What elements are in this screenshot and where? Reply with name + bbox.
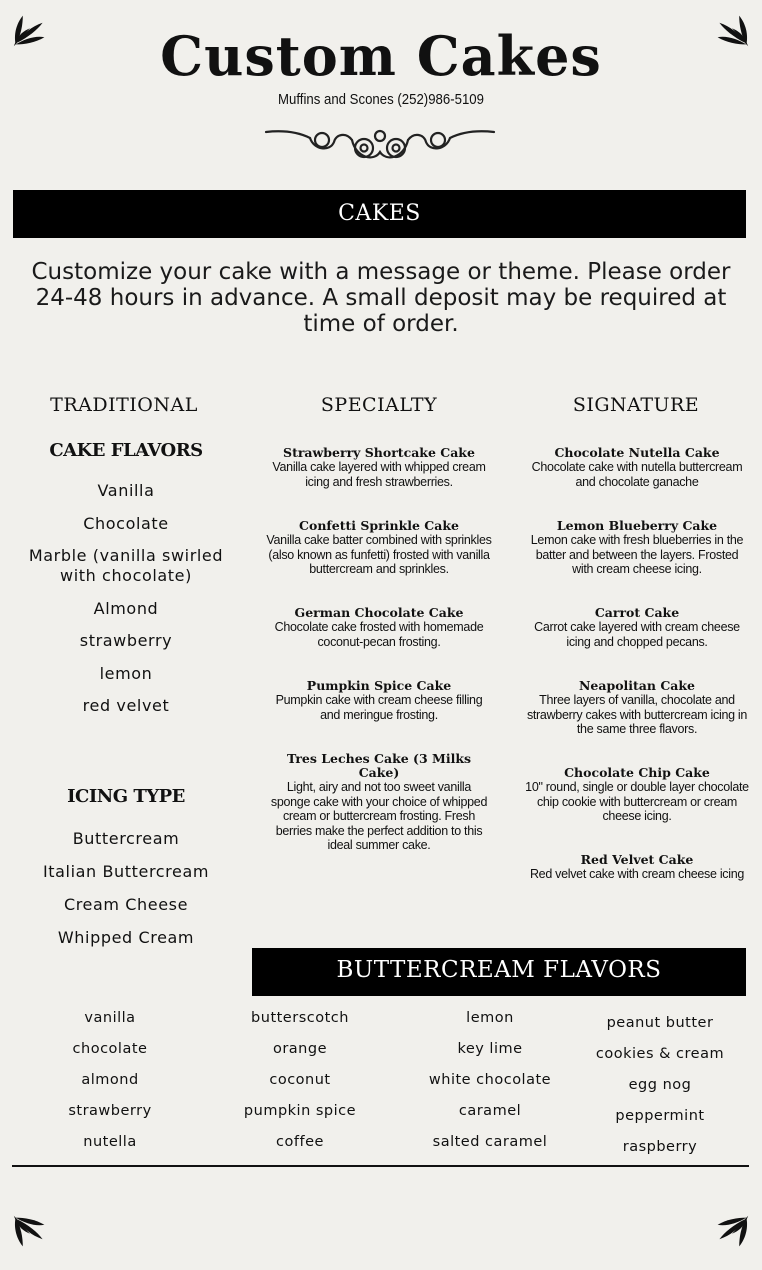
signature-cake-item <box>524 446 750 489</box>
cake-name: Lemon Blueberry Cake <box>556 518 718 533</box>
list-item: caramel <box>458 1103 522 1119</box>
cake-name: Carrot Cake <box>594 605 680 620</box>
cake-description: Chocolate cake with nutella buttercream and chocolate ganache <box>531 460 743 489</box>
list-item: egg nog <box>628 1077 692 1093</box>
buttercream-column-3 <box>410 1009 570 1164</box>
cake-description: Red velvet cake with cream cheese icing <box>529 867 745 881</box>
cake-name: Strawberry Shortcake Cake <box>283 445 475 460</box>
list-item: lemon <box>99 663 153 683</box>
cake-name: Chocolate Nutella Cake <box>554 445 720 460</box>
page-title: Custom Cakes <box>160 24 602 88</box>
specialty-cake-item <box>266 679 492 722</box>
cake-name: Tres Leches Cake (3 Milks Cake) <box>286 751 472 780</box>
signature-cake-item <box>524 853 750 882</box>
cake-description: Pumpkin cake with cream cheese filling and meringue frosting. <box>275 693 483 722</box>
list-item: nutella <box>83 1134 137 1150</box>
cake-description: Three layers of vanilla, chocolate and strawberry cakes with buttercream icing in the same three flavors. <box>526 693 748 736</box>
divider-line <box>12 1165 749 1167</box>
buttercream-flavors-banner: BUTTERCREAM FLAVORS <box>252 948 746 996</box>
corner-ornament-icon <box>714 1214 750 1250</box>
list-item: orange <box>272 1041 328 1057</box>
list-item: peppermint <box>615 1108 705 1124</box>
intro-text: Customize your cake with a message or theme. Please order 24-48 hours in advance. A small deposit may be required at time of order. <box>31 259 731 337</box>
icing-type-heading: ICING TYPE <box>67 786 185 807</box>
list-item: chocolate <box>72 1041 148 1057</box>
list-item: white chocolate <box>428 1072 552 1088</box>
list-item: Almond <box>93 598 159 618</box>
cakes-banner: CAKES <box>13 190 746 238</box>
list-item: Buttercream <box>72 829 180 848</box>
cake-name: Red Velvet Cake <box>580 852 694 867</box>
icing-type-list <box>0 829 252 961</box>
list-item: strawberry <box>68 1103 152 1119</box>
buttercream-column-2 <box>220 1009 380 1164</box>
list-item: Italian Buttercream <box>42 862 210 881</box>
list-item: peanut butter <box>606 1015 714 1031</box>
cake-description: Carrot cake layered with cream cheese icing and chopped pecans. <box>534 620 740 649</box>
cake-name: Confetti Sprinkle Cake <box>299 518 459 533</box>
traditional-heading: TRADITIONAL <box>50 394 198 416</box>
list-item: raspberry <box>622 1139 698 1155</box>
list-item: pumpkin spice <box>243 1103 357 1119</box>
buttercream-column-4 <box>580 1014 740 1169</box>
list-item: Marble (vanilla swirled with chocolate) <box>28 546 224 585</box>
signature-heading: SIGNATURE <box>572 394 700 416</box>
specialty-heading: SPECIALTY <box>320 394 438 416</box>
list-item: Chocolate <box>83 513 169 533</box>
list-item: cookies & cream <box>595 1046 725 1062</box>
page-subtitle: Muffins and Scones (252)986-5109 <box>278 91 484 108</box>
signature-cake-item <box>524 606 750 649</box>
list-item: red velvet <box>82 696 170 715</box>
cake-description: Chocolate cake frosted with homemade coconut-pecan frosting. <box>274 620 484 649</box>
cake-description: Lemon cake with fresh blueberries in the batter and between the layers. Frosted with cream cheese icing. <box>530 533 744 576</box>
buttercream-column-1 <box>30 1009 190 1164</box>
list-item: Vanilla <box>97 481 155 500</box>
cake-name: Chocolate Chip Cake <box>564 765 710 780</box>
specialty-cake-item <box>266 606 492 649</box>
signature-cake-item <box>524 519 750 577</box>
list-item: Cream Cheese <box>63 895 189 914</box>
list-item: salted caramel <box>432 1134 548 1150</box>
cake-description: Vanilla cake layered with whipped cream icing and fresh strawberries. <box>272 460 486 489</box>
cake-name: Neapolitan Cake <box>578 678 696 693</box>
corner-ornament-icon <box>12 1214 48 1250</box>
cake-name: German Chocolate Cake <box>294 605 464 620</box>
list-item: key lime <box>457 1041 523 1057</box>
list-item: coconut <box>269 1072 331 1088</box>
signature-cake-item <box>524 766 750 824</box>
list-item: Whipped Cream <box>57 928 195 947</box>
specialty-cake-item <box>266 446 492 489</box>
scroll-flourish-icon <box>264 122 496 164</box>
specialty-cake-item <box>266 752 492 853</box>
cake-description: Light, airy and not too sweet vanilla sponge cake with your choice of whipped cream or buttercream frosting. Fresh berries make the perfect addition to this ideal summer cake. <box>270 780 488 852</box>
cake-description: Vanilla cake batter combined with sprinkles (also known as funfetti) frosted with vanilla buttercream and sprinkles. <box>266 533 492 576</box>
specialty-cake-item <box>266 519 492 577</box>
list-item: butterscotch <box>251 1010 349 1026</box>
list-item: coffee <box>276 1134 324 1150</box>
cake-name: Pumpkin Spice Cake <box>306 678 452 693</box>
signature-cake-item <box>524 679 750 737</box>
list-item: strawberry <box>79 631 173 650</box>
cake-flavors-list <box>0 481 252 729</box>
list-item: lemon <box>466 1010 514 1026</box>
list-item: almond <box>81 1072 139 1088</box>
cake-flavors-heading: CAKE FLAVORS <box>49 440 203 461</box>
cake-description: 10" round, single or double layer chocolate chip cookie with buttercream or cream cheese icing. <box>525 780 749 823</box>
list-item: vanilla <box>84 1010 136 1026</box>
